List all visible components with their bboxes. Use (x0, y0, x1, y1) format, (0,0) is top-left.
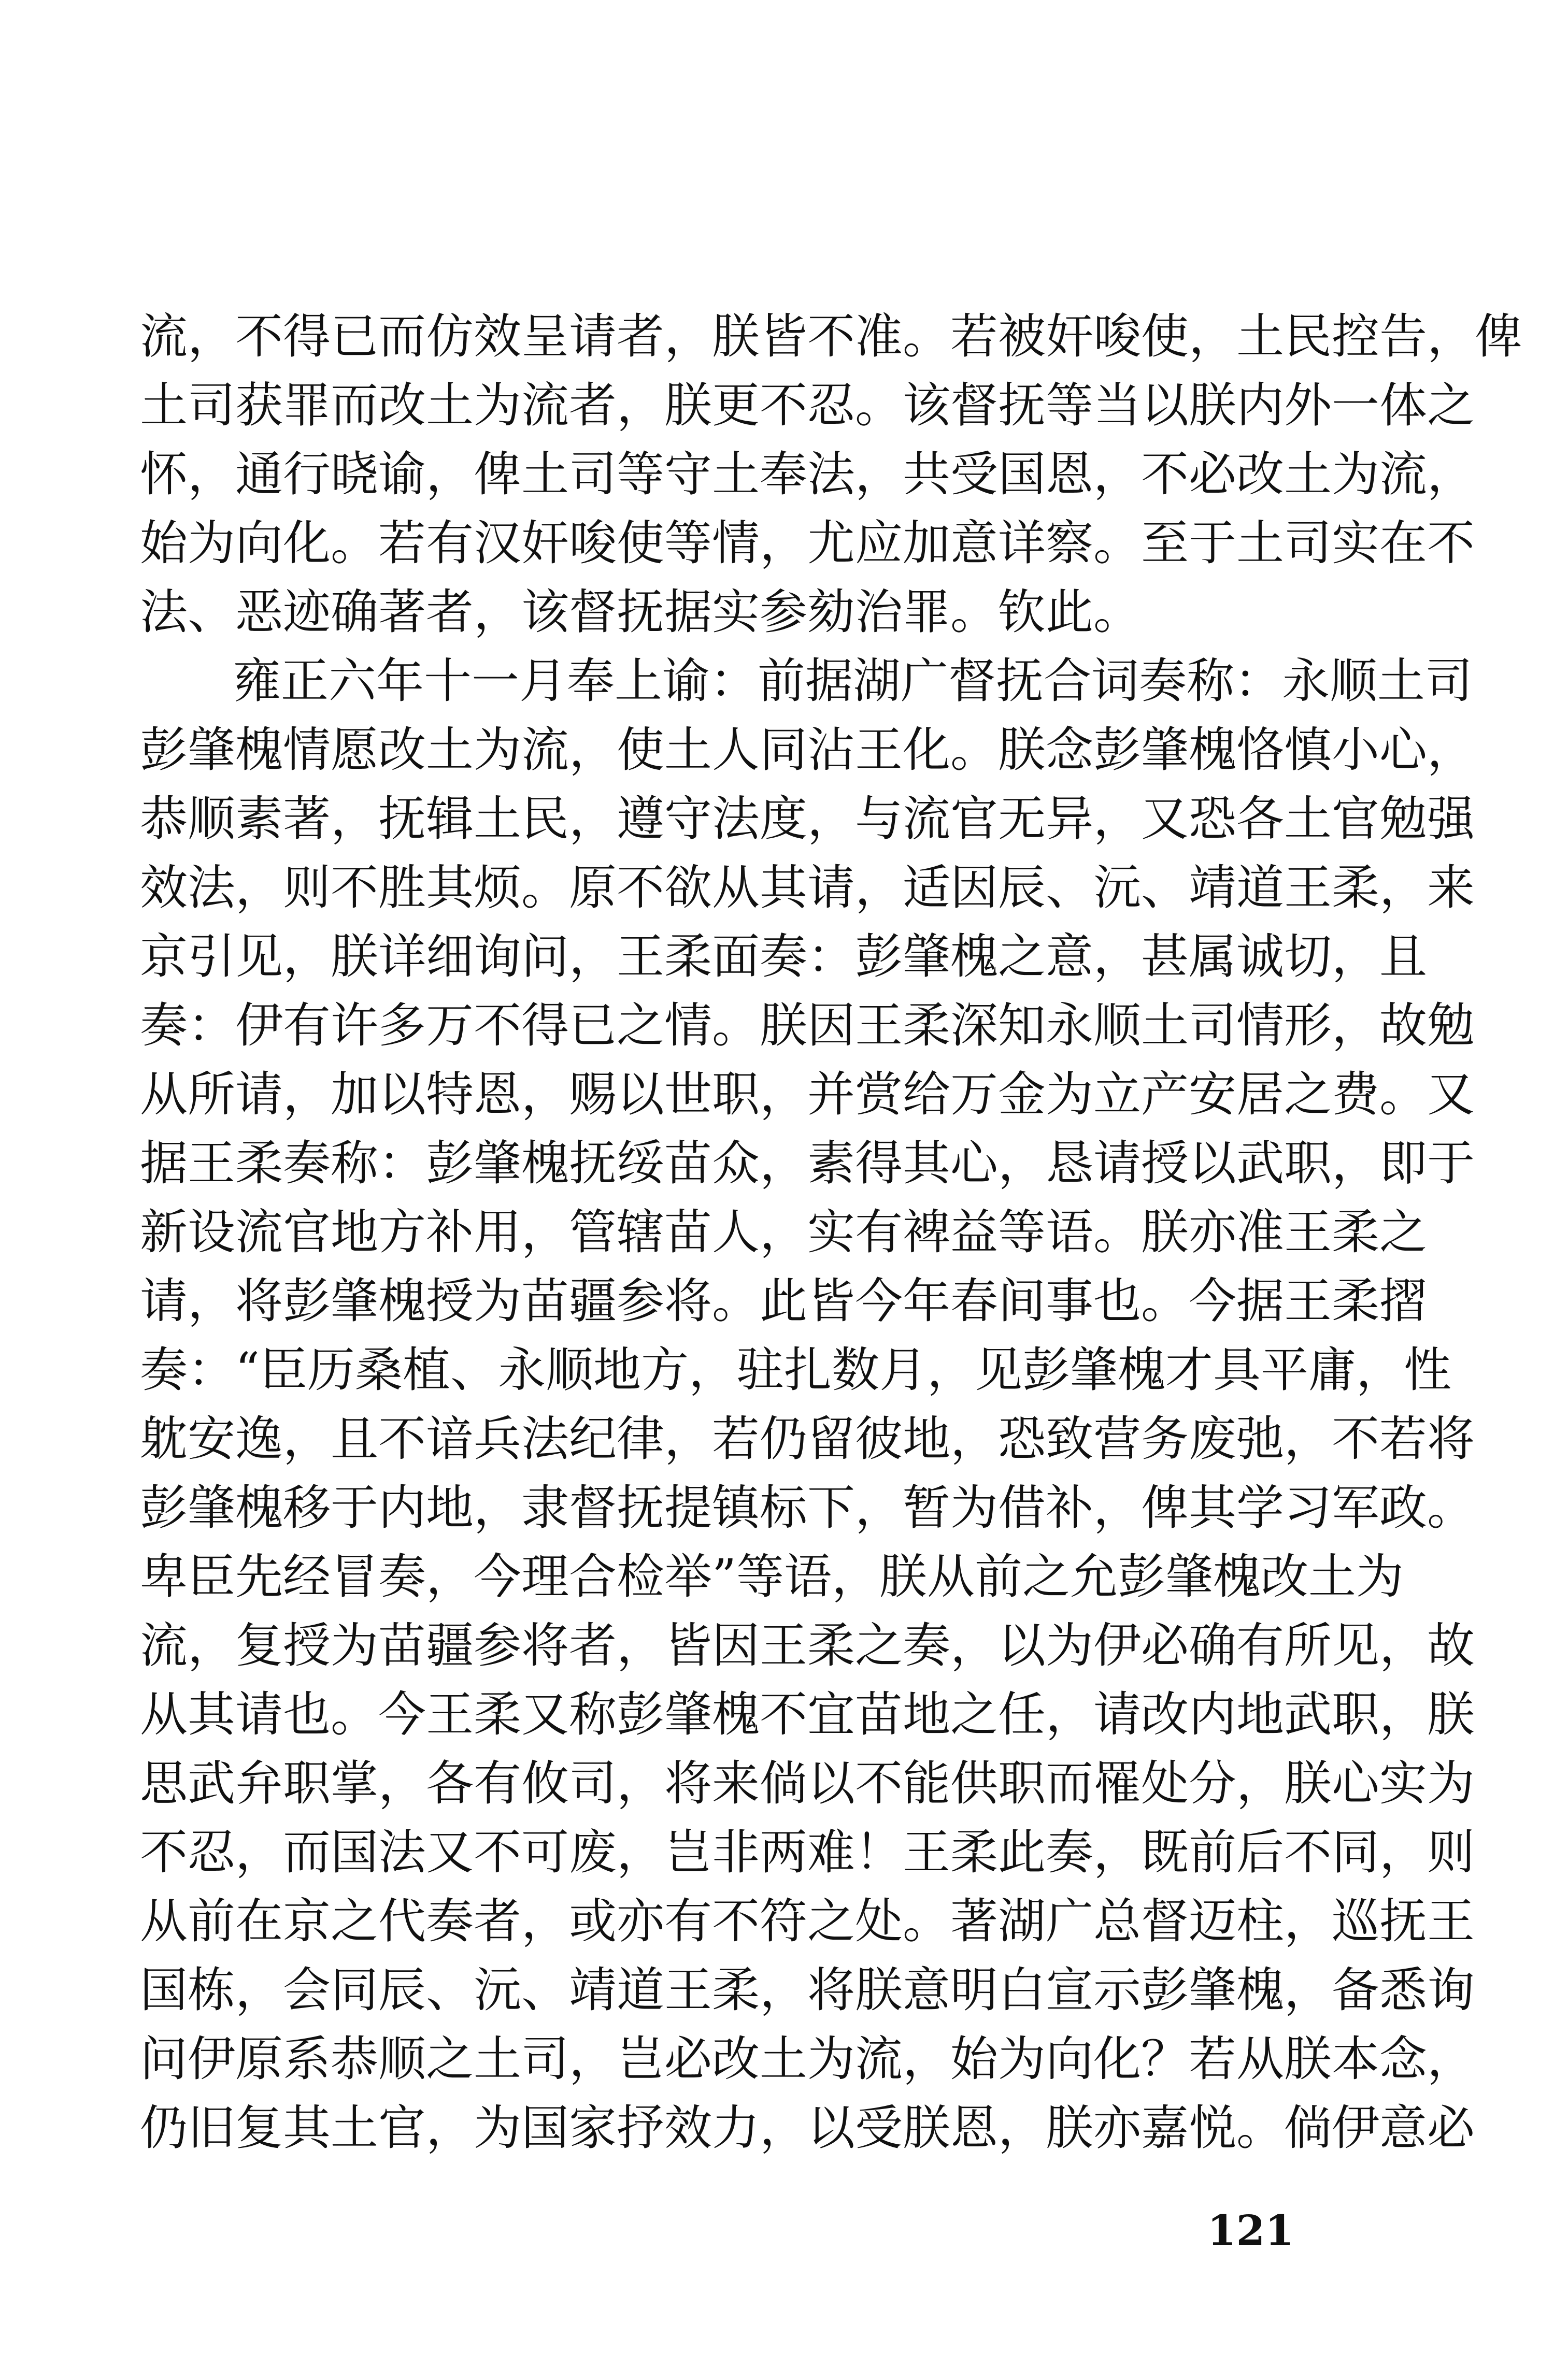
text-line: 京引见，朕详细询问，王柔面奏：彭肇槐之意，甚属诚切，且 (140, 929, 1428, 984)
text-line: 彭肇槐移于内地，隶督抚提镇标下，暂为借补，俾其学习军政。 (140, 1480, 1475, 1536)
text-line: 彭肇槐情愿改土为流，使土人同沾王化。朕念彭肇槐恪慎小心， (140, 722, 1475, 778)
text-line: 从其请也。今王柔又称彭肇槐不宜苗地之任，请改内地武职，朕 (140, 1687, 1475, 1742)
text-line: 卑臣先经冒奏，今理合检举”等语，朕从前之允彭肇槐改土为 (140, 1549, 1404, 1604)
text-line: 法、恶迹确著者，该督抚据实参劾治罪。钦此。 (140, 584, 1142, 640)
text-line: 始为向化。若有汉奸唆使等情，尤应加意详察。至于土司实在不 (140, 515, 1475, 571)
text-line: 请，将彭肇槐授为苗疆参将。此皆今年春间事也。今据王柔摺 (140, 1273, 1428, 1329)
text-line: 问伊原系恭顺之土司，岂必改土为流，始为向化？若从朕本念， (140, 2031, 1475, 2087)
text-line: 国栋，会同辰、沅、靖道王柔，将朕意明白宣示彭肇槐，备悉询 (140, 1962, 1475, 2018)
text-line: 仍旧复其土官，为国家抒效力，以受朕恩，朕亦嘉悦。倘伊意必 (140, 2100, 1475, 2156)
text-line: 土司获罪而改土为流者，朕更不忍。该督抚等当以朕内外一体之 (140, 378, 1475, 433)
text-line: 据王柔奏称：彭肇槐抚绥苗众，素得其心，恳请授以武职，即于 (140, 1136, 1475, 1191)
text-line: 流，复授为苗疆参将者，皆因王柔之奏，以为伊必确有所见，故 (140, 1618, 1475, 1673)
text-line: 躭安逸，且不谙兵法纪律，若仍留彼地，恐致营务废弛，不若将 (140, 1411, 1475, 1467)
paragraph-start-line: 雍正六年十一月奉上谕：前据湖广督抚合词奏称：永顺土司 (233, 653, 1473, 709)
text-line: 新设流官地方补用，管辖苗人，实有裨益等语。朕亦准王柔之 (140, 1205, 1428, 1260)
text-line: 从所请，加以特恩，赐以世职，并赏给万金为立产安居之费。又 (140, 1067, 1475, 1122)
text-line: 奏：“臣历桑植、永顺地方，驻扎数月，见彭肇槐才具平庸，性 (140, 1342, 1452, 1398)
page-number: 121 (1207, 2206, 1294, 2255)
text-line: 怀，通行晓谕，俾土司等守土奉法，共受国恩，不必改土为流， (140, 447, 1475, 502)
text-line: 奏：伊有许多万不得已之情。朕因王柔深知永顺土司情形，故勉 (140, 998, 1475, 1053)
text-line: 流，不得已而仿效呈请者，朕皆不准。若被奸唆使，土民控告，俾 (140, 309, 1523, 364)
text-line: 思武弁职掌，各有攸司，将来倘以不能供职而罹处分，朕心实为 (140, 1756, 1475, 1811)
text-line: 从前在京之代奏者，或亦有不符之处。著湖广总督迈柱，巡抚王 (140, 1894, 1475, 1949)
text-line: 不忍，而国法又不可废，岂非两难！王柔此奏，既前后不同，则 (140, 1825, 1475, 1880)
text-line: 恭顺素著，抚辑土民，遵守法度，与流官无异，又恐各土官勉强 (140, 791, 1475, 847)
text-line: 效法，则不胜其烦。原不欲从其请，适因辰、沅、靖道王柔，来 (140, 860, 1475, 915)
